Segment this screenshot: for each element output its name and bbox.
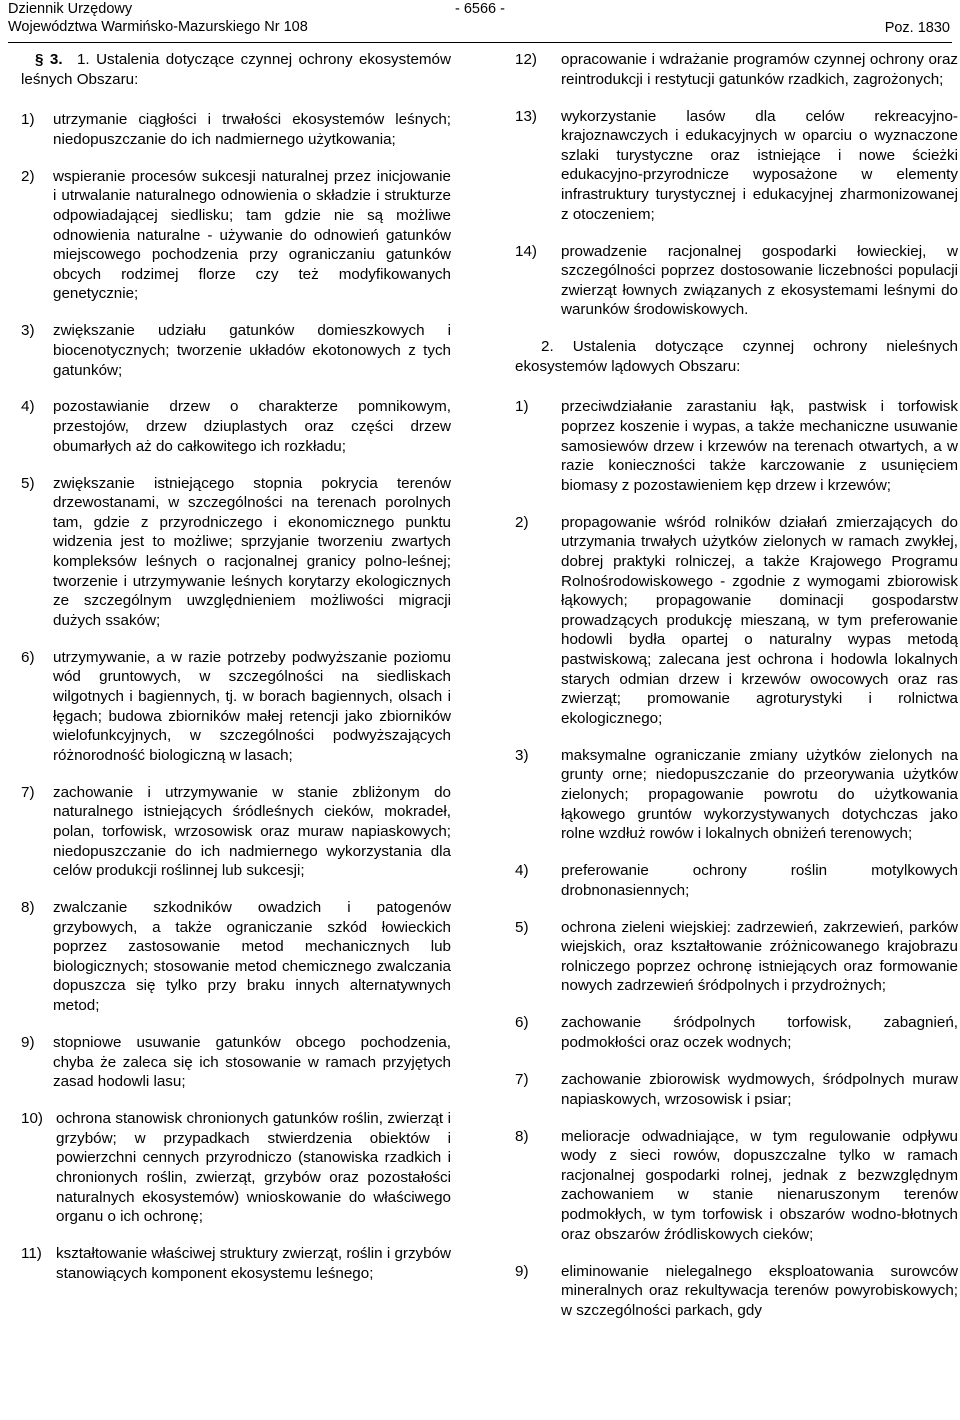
list-item: [21, 783, 451, 881]
list-item: [515, 746, 958, 844]
point-number: 2.: [541, 338, 554, 356]
item-text: kształtowanie właściwej struktury zwierząt, roślin i grzybów stanowiących komponent ekosystemu leśnego;: [56, 1245, 451, 1282]
position-number: Poz. 1830: [884, 20, 950, 36]
item-number: 1): [515, 398, 529, 416]
item-text: preferowanie ochrony roślin motylkowych drobnonasiennych;: [561, 862, 958, 899]
item-text: ochrona zieleni wiejskiej: zadrzewień, zakrzewień, parków wiejskich, oraz kształtowanie zróżnicowanego krajobrazu rolniczego poprzez ochronę istniejących oraz formowanie nowych zadrzewień śródpolnych i przydrożnych;: [561, 918, 958, 995]
item-number: 2): [515, 513, 529, 531]
journal-title: Dziennik Urzędowy: [8, 1, 133, 17]
list-item: [21, 110, 451, 149]
list-item: [21, 167, 451, 304]
left-column: [21, 50, 451, 1301]
item-text: przeciwdziałanie zarastaniu łąk, pastwisk i torfowisk poprzez koszenie i wypas, a także mechaniczne usuwanie samosiewów drzew i krzewów na terenach otwartych, a w razie konieczności także karczowanie z usunięciem biomasy z pozostawieniem kęp drzew i krzewów;: [561, 398, 958, 494]
list-item: [515, 1070, 958, 1109]
list-item: [515, 107, 958, 225]
section-2-intro-text: Ustalenia dotyczące czynnej ochrony nieleśnych ekosystemów lądowych Obszaru:: [515, 338, 958, 375]
item-number: 3): [21, 322, 35, 340]
item-number: 9): [515, 1262, 529, 1280]
item-text: zachowanie zbiorowisk wydmowych, śródpolnych muraw napiaskowych, wrzosowisk i psiar;: [561, 1071, 958, 1108]
right-column: [515, 50, 958, 1338]
item-text: utrzymywanie, a w razie potrzeby podwyższanie poziomu wód gruntowych, w szczególności na siedliskach wilgotnych i bagiennych, tj. w borach bagiennych, olsach i łęgach; budowa zbiorników małej retencji jako zbiorników wielofunkcyjnych, w szczególności podwyższających różnorodność biologiczną w lasach;: [53, 648, 451, 764]
item-text: zachowanie śródpolnych torfowisk, zabagnień, podmokłości oraz oczek wodnych;: [561, 1014, 958, 1052]
list-item: [21, 474, 451, 631]
journal-voivodeship: Województwa Warmińsko-Mazurskiego Nr 108: [8, 19, 308, 35]
item-text: ochrona stanowisk chronionych gatunków roślin, zwierząt i grzybów; w przypadkach stwierdzenia obiektów i powierzchni cennych przyrodniczo (stanowiska rzadkich i chronionych roślin, zwierząt, grzybów oraz pozostałości naturalnych ekosystemów) wnioskowanie do właściwego organu o ich ochronę;: [56, 1110, 451, 1226]
item-text: eliminowanie nielegalnego eksploatowania surowców mineralnych oraz rekultywacja terenów powyrobiskowych; w szczególności parkach, gdy: [561, 1262, 958, 1319]
item-number: 3): [515, 746, 529, 764]
item-number: 6): [21, 648, 35, 666]
list-item: [515, 397, 958, 495]
section-3-list-b: [515, 50, 958, 320]
page-number: - 6566 -: [455, 1, 505, 17]
item-number: 4): [515, 862, 529, 880]
item-number: 11): [21, 1245, 42, 1263]
item-text: melioracje odwadniające, w tym regulowanie odpływu wody z sieci rowów, dopuszczalne tylko w ramach racjonalnej gospodarki rolnej, jednak z bezwzględnym zachowaniem w stanie nienaruszonym terenów podmokłych, w tym torfowisk i obszarów wodno-błotnych oraz obszarów źródliskowych cieków;: [561, 1127, 958, 1243]
item-text: pozostawianie drzew o charakterze pomnikowym, przestojów, drzew dziuplastych oraz części drzew obumarłych aż do całkowitego ich rozkładu;: [53, 398, 451, 455]
item-text: zachowanie i utrzymywanie w stanie zbliżonym do naturalnego istniejących śródleśnych cieków, mokradeł, polan, torfowisk, wrzosowisk oraz muraw napiaskowych; niedopuszczanie do ich nadmiernego wykorzystania dla celów produkcji roślinnej lub sukcesji;: [53, 783, 451, 880]
item-number: 10): [21, 1110, 43, 1128]
item-number: 6): [515, 1014, 529, 1032]
list-item: [515, 861, 958, 900]
item-number: 8): [21, 899, 35, 917]
item-number: 8): [515, 1127, 529, 1145]
list-item: [515, 1013, 958, 1052]
item-text: zwiększanie udziału gatunków domieszkowych i biocenotycznych; tworzenie układów ekotonowych z tych gatunków;: [53, 322, 451, 379]
paragraph-number: § 3.: [35, 51, 63, 68]
page-header: [8, 0, 952, 43]
section-2-intro: [515, 337, 958, 376]
list-item: [21, 648, 451, 766]
item-text: zwalczanie szkodników owadzich i patogenów grzybowych, a także ograniczanie szkód łowieckich poprzez zastosowanie metod mechanicznych lub biologicznych; stosowanie metod chemicznego zwalczania dopuszcza się tylko przy braku innych alternatywnych metod;: [53, 899, 451, 1015]
item-number: 5): [21, 474, 35, 492]
item-text: maksymalne ograniczanie zmiany użytków zielonych na grunty orne; niedopuszczanie do przeorywania użytków zielonych; propagowanie powrotu do użytkowania łąkowego gruntów wykorzystywanych dotychczas jako rolne wzdłuż rowów i lokalnych obniżeń terenowych;: [561, 746, 958, 843]
item-text: prowadzenie racjonalnej gospodarki łowieckiej, w szczególności poprzez dostosowanie liczebności populacji zwierząt łownych związanych z ekosystemami leśnymi do warunków środowiskowych.: [561, 242, 958, 319]
section-3-list-a: [21, 110, 451, 1283]
list-item: [21, 1244, 451, 1283]
list-item: [515, 242, 958, 320]
item-text: wykorzystanie lasów dla celów rekreacyjno-krajoznawczych i edukacyjnych w oparciu o wyznaczone szlaki turystyczne oraz istniejące i nowe ścieżki edukacyjno-przyrodnicze wyposażone w elementy infrastruktury turystycznej i edukacyjnej zharmonizowanej z otoczeniem;: [561, 107, 958, 223]
item-text: zwiększanie istniejącego stopnia pokrycia terenów drzewostanami, w szczególności na terenach porolnych tam, gdzie z przyrodniczego i ekonomicznego punktu widzenia jest to możliwe; sprzyjanie tworzeniu zwartych kompleksów leśnych o racjonalnej granicy polno-leśnej; tworzenie i utrzymywanie leśnych korytarzy ekologicznych ze szczególnym uwzględnieniem możliwości migracji dużych ssaków;: [53, 474, 451, 629]
item-number: 2): [21, 167, 35, 185]
item-number: 1): [21, 111, 35, 129]
item-number: 13): [515, 107, 537, 125]
item-number: 4): [21, 398, 35, 416]
list-item: [515, 918, 958, 996]
item-text: opracowanie i wdrażanie programów czynnej ochrony oraz reintrodukcji i restytucji gatunków rzadkich, zagrożonych;: [561, 51, 958, 88]
list-item: [21, 397, 451, 456]
item-number: 12): [515, 51, 537, 68]
section-3-intro-text: Ustalenia dotyczące czynnej ochrony ekosystemów leśnych Obszaru:: [21, 51, 451, 88]
list-item: [21, 898, 451, 1016]
item-text: stopniowe usuwanie gatunków obcego pochodzenia, chyba że zaleca się ich stosowanie w ramach przyjętych zasad hodowli lasu;: [53, 1034, 451, 1091]
list-item: [515, 1127, 958, 1245]
list-item: [515, 513, 958, 729]
section-3-intro: [21, 50, 451, 89]
section-2-list: [515, 397, 958, 1320]
item-text: utrzymanie ciągłości i trwałości ekosystemów leśnych; niedopuszczanie do ich nadmiernego użytkowania;: [53, 111, 451, 148]
list-item: [21, 1033, 451, 1092]
point-number: 1.: [76, 51, 90, 68]
item-number: 14): [515, 242, 537, 260]
item-number: 7): [21, 783, 35, 801]
list-item: [515, 1262, 958, 1321]
item-number: 9): [21, 1034, 35, 1052]
list-item: [21, 321, 451, 380]
item-text: propagowanie wśród rolników działań zmierzających do utrzymania trwałych użytków zielonych w ramach zwykłej, dobrej praktyki rolniczej, a także Krajowego Programu Rolnośrodowiskowego - zgodnie z wymogami zbiorowisk łąkowych; propagowanie dominacji gospodarstw prowadzących produkcję mieszaną, w tym preferowanie hodowli bydła opartej o naturalny wypas metodą pastwiskową; zalecana jest ochrona i hodowla lokalnych starych odmian drzew i krzewów owocowych oraz ras zwierząt; promowanie agroturystyki i rolnictwa ekologicznego;: [561, 513, 958, 727]
item-number: 7): [515, 1071, 529, 1089]
item-text: wspieranie procesów sukcesji naturalnej przez inicjowanie i utrwalanie naturalnego odnowienia o składzie i strukturze odpowiadającej siedlisku; tam gdzie nie są możliwe odnowienia naturalne - używanie do odnowień gatunków miejscowego pochodzenia przy ograniczaniu gatunków obcych rodzimej florze czy też modyfikowanych genetycznie;: [53, 167, 451, 303]
list-item: [515, 50, 958, 89]
list-item: [21, 1109, 451, 1227]
item-number: 5): [515, 918, 529, 936]
